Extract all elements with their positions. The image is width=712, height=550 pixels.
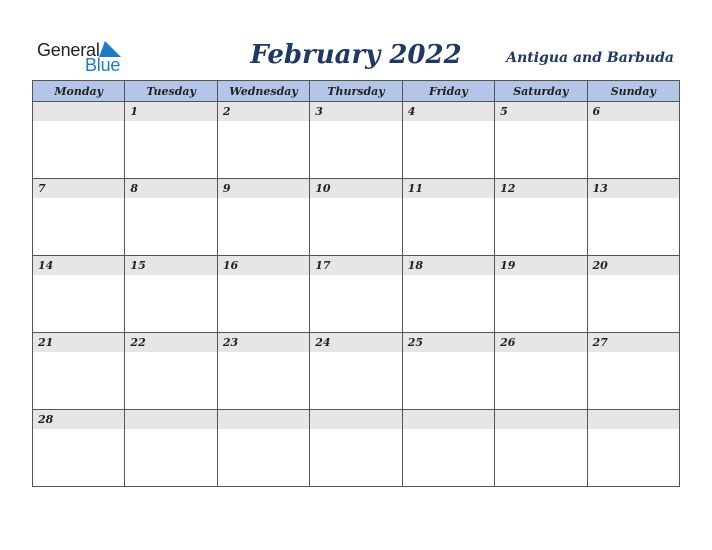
day-cell[interactable] xyxy=(402,179,494,256)
calendar-title: February 2022 xyxy=(250,40,462,70)
day-notes-area xyxy=(125,121,216,177)
day-notes-area xyxy=(310,429,401,485)
day-notes-area xyxy=(33,429,124,485)
day-number: 11 xyxy=(403,179,494,198)
logo-text-blue: Blue xyxy=(85,55,121,75)
day-notes-area xyxy=(403,198,494,254)
day-cell[interactable] xyxy=(217,333,309,410)
day-notes-area xyxy=(33,121,124,177)
day-cell[interactable] xyxy=(310,179,402,256)
day-number xyxy=(403,410,494,429)
day-cell[interactable] xyxy=(310,102,402,179)
day-notes-area xyxy=(495,198,586,254)
day-cell[interactable] xyxy=(33,102,125,179)
day-number: 13 xyxy=(588,179,679,198)
week-row xyxy=(33,410,680,487)
week-row xyxy=(33,179,680,256)
day-notes-area xyxy=(588,121,679,177)
day-cell[interactable] xyxy=(217,102,309,179)
day-cell[interactable] xyxy=(125,179,217,256)
day-number: 27 xyxy=(588,333,679,352)
day-number: 10 xyxy=(310,179,401,198)
day-cell[interactable] xyxy=(33,333,125,410)
weekday-tuesday: Tuesday xyxy=(125,81,217,102)
day-notes-area xyxy=(125,352,216,408)
weekday-friday: Friday xyxy=(402,81,494,102)
day-cell[interactable] xyxy=(33,179,125,256)
day-number: 23 xyxy=(218,333,309,352)
day-cell[interactable] xyxy=(125,333,217,410)
day-cell[interactable] xyxy=(402,102,494,179)
day-cell[interactable] xyxy=(310,333,402,410)
day-cell[interactable] xyxy=(33,256,125,333)
day-cell[interactable] xyxy=(125,410,217,487)
day-number: 24 xyxy=(310,333,401,352)
day-number xyxy=(218,410,309,429)
day-notes-area xyxy=(588,198,679,254)
logo-text-general: General xyxy=(37,40,100,60)
day-notes-area xyxy=(33,275,124,331)
day-notes-area xyxy=(310,352,401,408)
week-row xyxy=(33,102,680,179)
week-row xyxy=(33,256,680,333)
day-notes-area xyxy=(588,275,679,331)
day-number: 1 xyxy=(125,102,216,121)
day-number: 20 xyxy=(588,256,679,275)
day-number xyxy=(310,410,401,429)
day-number: 14 xyxy=(33,256,124,275)
day-notes-area xyxy=(33,198,124,254)
day-cell[interactable] xyxy=(217,256,309,333)
day-number: 8 xyxy=(125,179,216,198)
day-number: 3 xyxy=(310,102,401,121)
day-cell[interactable] xyxy=(495,179,587,256)
day-cell[interactable] xyxy=(402,256,494,333)
day-cell[interactable] xyxy=(33,410,125,487)
weekday-thursday: Thursday xyxy=(310,81,402,102)
day-cell[interactable] xyxy=(587,102,679,179)
day-cell[interactable] xyxy=(125,256,217,333)
day-notes-area xyxy=(403,121,494,177)
day-notes-area xyxy=(218,429,309,485)
calendar-grid xyxy=(32,80,680,487)
day-notes-area xyxy=(218,121,309,177)
day-number: 18 xyxy=(403,256,494,275)
day-notes-area xyxy=(588,429,679,485)
day-number: 19 xyxy=(495,256,586,275)
day-number: 2 xyxy=(218,102,309,121)
day-notes-area xyxy=(310,121,401,177)
day-number: 16 xyxy=(218,256,309,275)
day-cell[interactable] xyxy=(495,333,587,410)
day-cell[interactable] xyxy=(402,410,494,487)
week-row xyxy=(33,333,680,410)
day-cell[interactable] xyxy=(310,256,402,333)
day-notes-area xyxy=(310,275,401,331)
day-notes-area xyxy=(403,275,494,331)
day-number: 28 xyxy=(33,410,124,429)
day-notes-area xyxy=(33,352,124,408)
day-number: 7 xyxy=(33,179,124,198)
day-cell[interactable] xyxy=(495,256,587,333)
day-notes-area xyxy=(495,352,586,408)
calendar-body xyxy=(33,102,680,487)
day-number: 26 xyxy=(495,333,586,352)
day-notes-area xyxy=(588,352,679,408)
weekday-header-row xyxy=(33,81,680,102)
day-number: 4 xyxy=(403,102,494,121)
day-cell[interactable] xyxy=(217,410,309,487)
day-cell[interactable] xyxy=(587,410,679,487)
day-number xyxy=(125,410,216,429)
day-cell[interactable] xyxy=(495,102,587,179)
day-number: 17 xyxy=(310,256,401,275)
day-number: 21 xyxy=(33,333,124,352)
day-notes-area xyxy=(218,352,309,408)
day-notes-area xyxy=(495,121,586,177)
day-notes-area xyxy=(218,275,309,331)
day-cell[interactable] xyxy=(495,410,587,487)
day-notes-area xyxy=(125,429,216,485)
country-name: Antigua and Barbuda xyxy=(506,50,674,66)
day-number: 15 xyxy=(125,256,216,275)
day-cell[interactable] xyxy=(125,102,217,179)
day-number xyxy=(33,102,124,121)
weekday-monday: Monday xyxy=(33,81,125,102)
day-cell[interactable] xyxy=(587,179,679,256)
day-notes-area xyxy=(310,198,401,254)
day-notes-area xyxy=(403,352,494,408)
day-notes-area xyxy=(125,275,216,331)
day-notes-area xyxy=(125,198,216,254)
day-cell[interactable] xyxy=(587,333,679,410)
weekday-saturday: Saturday xyxy=(495,81,587,102)
day-cell[interactable] xyxy=(217,179,309,256)
weekday-sunday: Sunday xyxy=(587,81,679,102)
weekday-wednesday: Wednesday xyxy=(217,81,309,102)
day-number: 9 xyxy=(218,179,309,198)
day-number xyxy=(588,410,679,429)
day-notes-area xyxy=(403,429,494,485)
day-notes-area xyxy=(495,429,586,485)
day-number: 6 xyxy=(588,102,679,121)
day-notes-area xyxy=(218,198,309,254)
day-number: 22 xyxy=(125,333,216,352)
day-number: 25 xyxy=(403,333,494,352)
day-cell[interactable] xyxy=(310,410,402,487)
day-number: 12 xyxy=(495,179,586,198)
day-cell[interactable] xyxy=(587,256,679,333)
day-number: 5 xyxy=(495,102,586,121)
day-number xyxy=(495,410,586,429)
day-cell[interactable] xyxy=(402,333,494,410)
day-notes-area xyxy=(495,275,586,331)
